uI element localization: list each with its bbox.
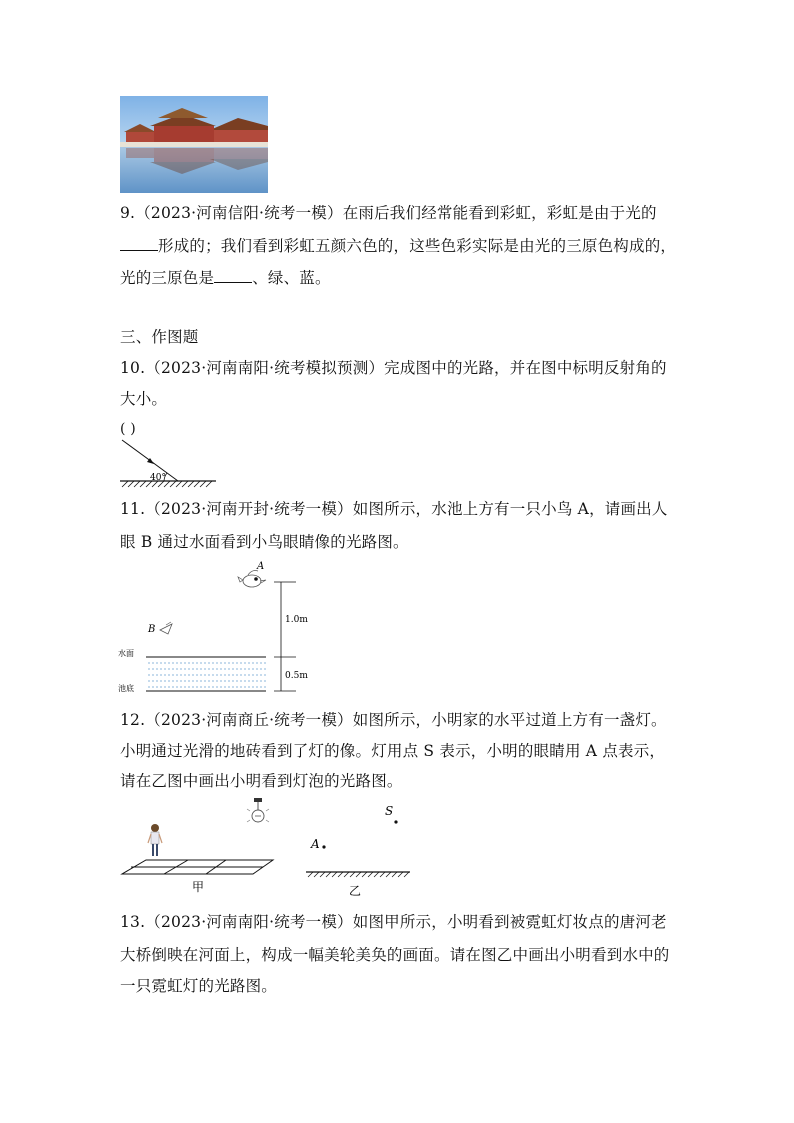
q12-figures <box>118 798 418 902</box>
caption-right: 乙 <box>349 884 362 898</box>
q11-pool-figure <box>118 560 328 695</box>
q13-line-2: 大桥倒映在河面上，构成一幅美轮美奂的画面。请在图乙中画出小明看到水中的 <box>120 946 670 964</box>
point-a <box>322 845 325 848</box>
answer-blank[interactable] <box>120 236 158 251</box>
label-b: B <box>148 624 156 635</box>
mirror-hatching <box>122 481 212 487</box>
bird-eye-point <box>254 577 258 581</box>
q12-line-3: 请在乙图中画出小明看到灯泡的光路图。 <box>120 772 403 790</box>
q10-answer-paren: ( ) <box>120 421 136 437</box>
q12-line-2: 小明通过光滑的地砖看到了灯的像。灯用点 S 表示，小明的眼睛用 A 点表示， <box>120 742 666 760</box>
q9-line-3-prefix: 光的三原色是 <box>120 269 215 287</box>
bird-icon <box>238 571 266 588</box>
label-s: S <box>385 804 394 818</box>
q13-line-3: 一只霓虹灯的光路图。 <box>120 977 278 995</box>
q9-line-2-text: 形成的；我们看到彩虹五颜六色的，这些色彩实际是由光的三原色构成的， <box>158 237 677 255</box>
angle-label: 40° <box>150 473 166 483</box>
palace-reflection-photo <box>120 96 268 193</box>
q9-line-2 <box>120 236 676 256</box>
q12-line-1: 12.（2023·河南商丘·统考一模）如图所示，小明家的水平过道上方有一盏灯。 <box>120 711 667 729</box>
q10-line-1: 10.（2023·河南南阳·统考模拟预测）完成图中的光路，并在图中标明反射角的 <box>120 359 667 377</box>
person-icon <box>148 824 162 856</box>
label-pool-bottom: 池底 <box>118 684 134 693</box>
point-s <box>394 820 397 823</box>
answer-blank[interactable] <box>214 268 252 283</box>
label-depth-lower: 0.5m <box>285 671 308 681</box>
caption-left: 甲 <box>192 880 205 894</box>
q9-line-3-suffix: 、绿、蓝。 <box>252 269 331 287</box>
q11-line-1: 11.（2023·河南开封·统考一模）如图所示，水池上方有一只小鸟 A，请画出人 <box>120 500 668 518</box>
label-a: A <box>257 561 265 572</box>
water-dashes <box>148 663 266 687</box>
lamp-icon <box>247 798 269 822</box>
section-heading: 三、作图题 <box>120 328 199 346</box>
q11-line-2: 眼 B 通过水面看到小鸟眼睛像的光路图。 <box>120 533 409 551</box>
label-water-surface: 水面 <box>118 649 134 658</box>
q9-line-3 <box>120 268 331 288</box>
floor-tiles <box>122 860 273 874</box>
label-a: A <box>311 837 320 851</box>
eye-icon <box>160 622 172 634</box>
label-height-upper: 1.0m <box>285 615 308 625</box>
q13-line-1: 13.（2023·河南南阳·统考一模）如图甲所示，小明看到被霓虹灯妆点的唐河老 <box>120 913 667 931</box>
q10-reflection-figure <box>118 436 218 490</box>
q10-line-2: 大小。 <box>120 390 168 408</box>
q9-line-1: 9.（2023·河南信阳·统考一模）在雨后我们经常能看到彩虹，彩虹是由于光的 <box>120 204 657 222</box>
floor-hatching <box>308 872 409 877</box>
